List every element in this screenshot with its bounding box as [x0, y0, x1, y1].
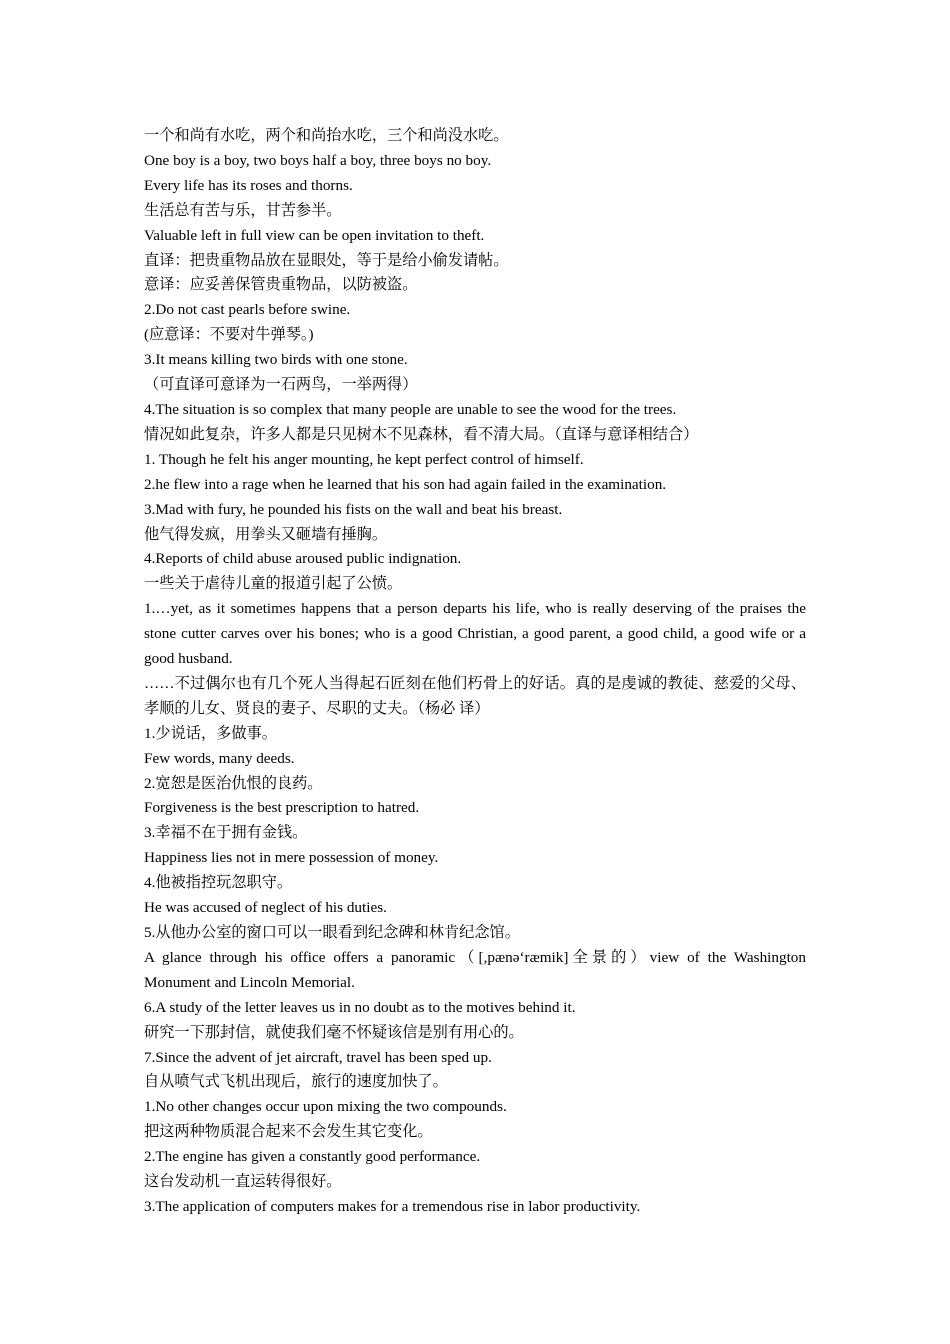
- text-line: 1.No other changes occur upon mixing the two compounds.: [144, 1098, 507, 1116]
- text-line: （可直译可意译为一石两鸟，一举两得）: [144, 376, 418, 394]
- text-paragraph: 1.…yet, as it sometimes happens that a person departs his life, who is really deserving of the praises the stone cutter carves over his bones; who is a good Christian, a good parent, a good child, a good wife or a good husband.: [144, 600, 806, 668]
- text-line: Happiness lies not in mere possession of money.: [144, 849, 439, 867]
- text-line: 7.Since the advent of jet aircraft, travel has been sped up.: [144, 1048, 492, 1066]
- text-line: 4.Reports of child abuse aroused public indignation.: [144, 550, 462, 568]
- text-line: 把这两种物质混合起来不会发生其它变化。: [144, 1123, 433, 1141]
- text-line: Few words, many deeds.: [144, 749, 295, 767]
- text-line: 2.he flew into a rage when he learned that his son had again failed in the examination.: [144, 475, 667, 493]
- text-line: Every life has its roses and thorns.: [144, 176, 353, 194]
- text-line: 生活总有苦与乐，甘苦参半。: [144, 201, 342, 219]
- text-line: 3.Mad with fury, he pounded his fists on the wall and beat his breast.: [144, 500, 563, 518]
- text-line: 意译：应妥善保管贵重物品，以防被盗。: [144, 276, 418, 294]
- document-page: [144, 124, 806, 1220]
- text-line: 直译：把贵重物品放在显眼处，等于是给小偷发请帖。: [144, 251, 509, 269]
- text-line: Forgiveness is the best prescription to hatred.: [144, 799, 420, 817]
- text-line: 3.It means killing two birds with one stone.: [144, 351, 408, 369]
- text-line: Valuable left in full view can be open invitation to theft.: [144, 226, 485, 244]
- text-line: 1.少说话，多做事。: [144, 724, 277, 742]
- text-line: 5.从他办公室的窗口可以一眼看到纪念碑和林肯纪念馆。: [144, 924, 520, 941]
- text-line: 他气得发疯，用拳头又砸墙有捶胸。: [144, 525, 387, 543]
- text-line: (应意译：不要对牛弹琴。): [144, 326, 314, 344]
- text-line: 这台发动机一直运转得很好。: [144, 1173, 342, 1191]
- text-line: 2.The engine has given a constantly good performance.: [144, 1148, 481, 1166]
- text-line: 3.The application of computers makes for a tremendous rise in labor productivity.: [144, 1197, 641, 1215]
- text-line: 6.A study of the letter leaves us in no doubt as to the motives behind it.: [144, 998, 576, 1016]
- text-paragraph: A glance through his office offers a panoramic（[,pænə‘ræmik]全景的）view of the Washington Monument and Lincoln Memorial.: [144, 948, 806, 991]
- text-line: 研究一下那封信，就使我们毫不怀疑该信是别有用心的。: [144, 1023, 524, 1041]
- text-line: 4.The situation is so complex that many people are unable to see the wood for the trees.: [144, 400, 677, 418]
- text-line: 1. Though he felt his anger mounting, he kept perfect control of himself.: [144, 450, 584, 468]
- text-line: 自从喷气式飞机出现后，旅行的速度加快了。: [144, 1073, 448, 1091]
- text-line: 4.他被指控玩忽职守。: [144, 874, 293, 892]
- text-line: 2.Do not cast pearls before swine.: [144, 301, 351, 319]
- text-line: He was accused of neglect of his duties.: [144, 899, 387, 917]
- text-line: 一些关于虐待儿童的报道引起了公愤。: [144, 575, 403, 593]
- text-line: 一个和尚有水吃，两个和尚抬水吃，三个和尚没水吃。: [144, 127, 509, 144]
- text-line: 3.幸福不在于拥有金钱。: [144, 824, 308, 842]
- text-line: 情况如此复杂，许多人都是只见树木不见森林，看不清大局。（直译与意译相结合）: [144, 425, 699, 443]
- text-paragraph: ……不过偶尔也有几个死人当得起石匠刻在他们朽骨上的好话。真的是虔诚的教徒、慈爱的父母、孝顺的儿女、贤良的妻子、尽职的丈夫。（杨必 译）: [144, 674, 806, 717]
- text-line: 2.宽恕是医治仇恨的良药。: [144, 774, 323, 792]
- text-line: One boy is a boy, two boys half a boy, three boys no boy.: [144, 151, 492, 169]
